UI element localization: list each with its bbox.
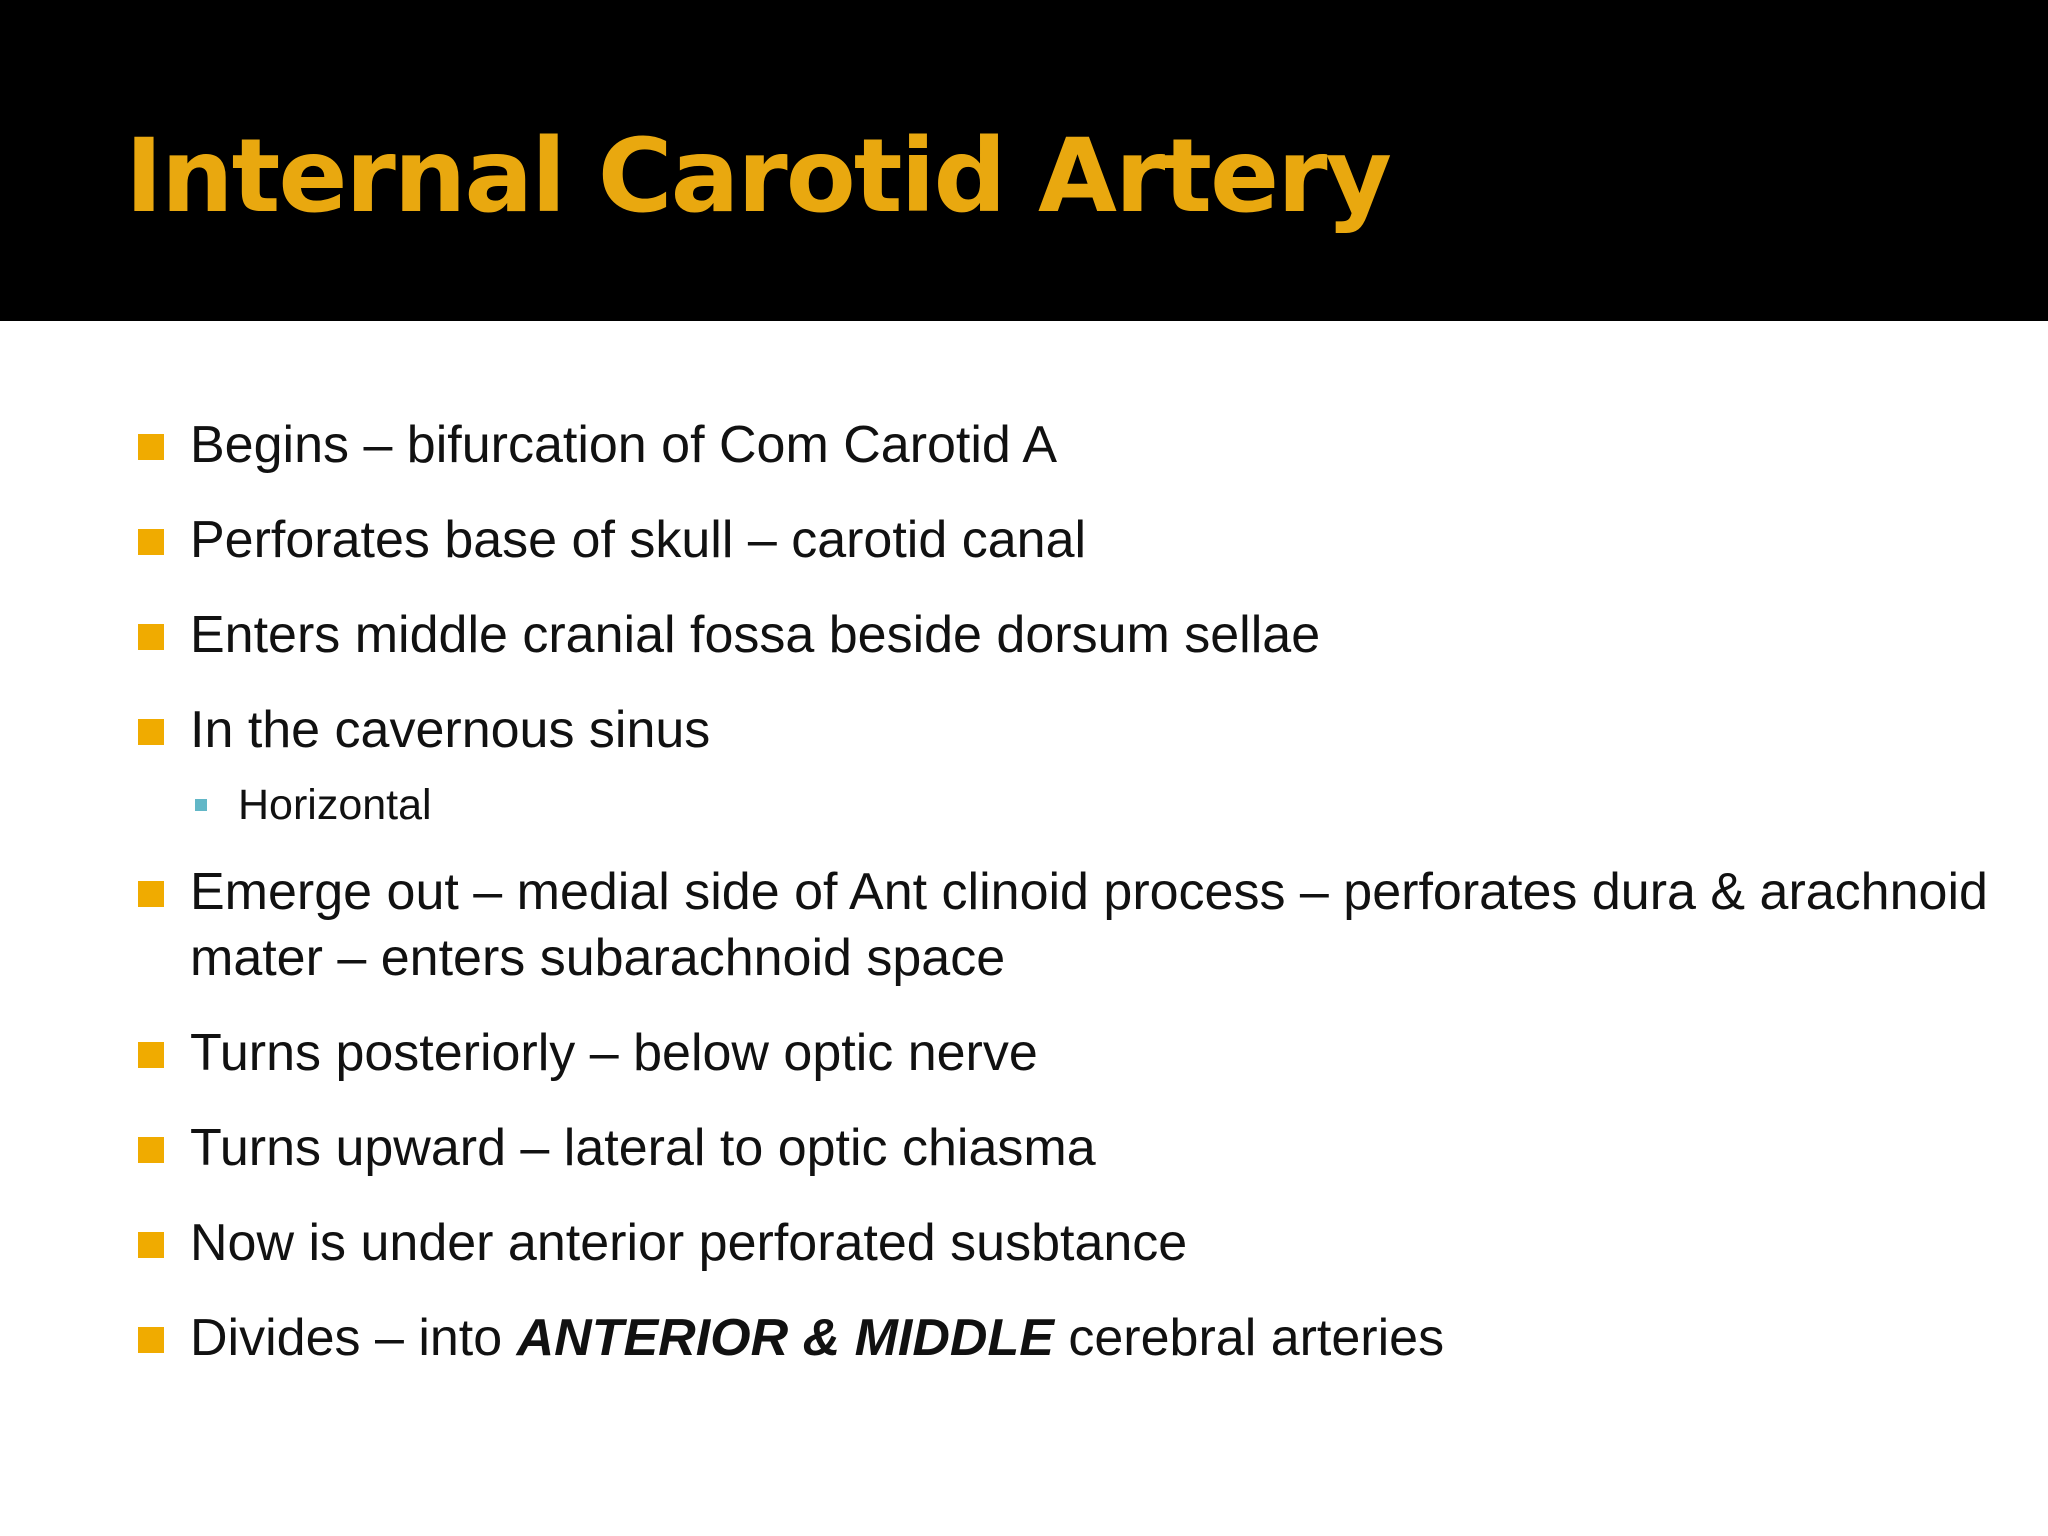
bullet-item bbox=[138, 507, 1988, 573]
square-bullet-icon bbox=[138, 624, 164, 650]
square-bullet-icon bbox=[138, 1137, 164, 1163]
bullet-item bbox=[138, 602, 1988, 668]
bullet-item bbox=[138, 1305, 1988, 1371]
bullet-text-emphasis: ANTERIOR & MIDDLE bbox=[516, 1309, 1054, 1367]
bullet-item bbox=[138, 412, 1988, 478]
bullet-item bbox=[138, 1210, 1988, 1276]
square-bullet-icon bbox=[138, 881, 164, 907]
bullet-list bbox=[138, 412, 1988, 1400]
square-bullet-icon bbox=[138, 1327, 164, 1353]
bullet-text: Enters middle cranial fossa beside dorsum sellae bbox=[190, 606, 1321, 664]
bullet-text: Emerge out – medial side of Ant clinoid process – perforates dura & arachnoid mater – enters subarachnoid space bbox=[190, 863, 1988, 987]
small-square-bullet-icon bbox=[195, 799, 207, 811]
square-bullet-icon bbox=[138, 1232, 164, 1258]
bullet-item bbox=[138, 859, 1988, 991]
bullet-text: Turns upward – lateral to optic chiasma bbox=[190, 1119, 1096, 1177]
bullet-item bbox=[138, 697, 1988, 763]
sub-bullet-text: Horizontal bbox=[238, 781, 432, 829]
bullet-item bbox=[138, 1020, 1988, 1086]
slide-title: Internal Carotid Artery bbox=[125, 117, 1391, 236]
sub-bullet-item bbox=[138, 778, 1988, 833]
bullet-text: In the cavernous sinus bbox=[190, 701, 711, 759]
bullet-item bbox=[138, 1115, 1988, 1181]
bullet-text: Now is under anterior perforated susbtance bbox=[190, 1214, 1188, 1272]
square-bullet-icon bbox=[138, 529, 164, 555]
bullet-text: Turns posteriorly – below optic nerve bbox=[190, 1024, 1038, 1082]
square-bullet-icon bbox=[138, 434, 164, 460]
bullet-text: Begins – bifurcation of Com Carotid A bbox=[190, 416, 1058, 474]
bullet-text: Perforates base of skull – carotid canal bbox=[190, 511, 1087, 569]
bullet-text-suffix: cerebral arteries bbox=[1053, 1309, 1445, 1367]
bullet-text-prefix: Divides – into bbox=[190, 1309, 517, 1367]
square-bullet-icon bbox=[138, 1042, 164, 1068]
square-bullet-icon bbox=[138, 719, 164, 745]
title-bar bbox=[0, 0, 2048, 321]
